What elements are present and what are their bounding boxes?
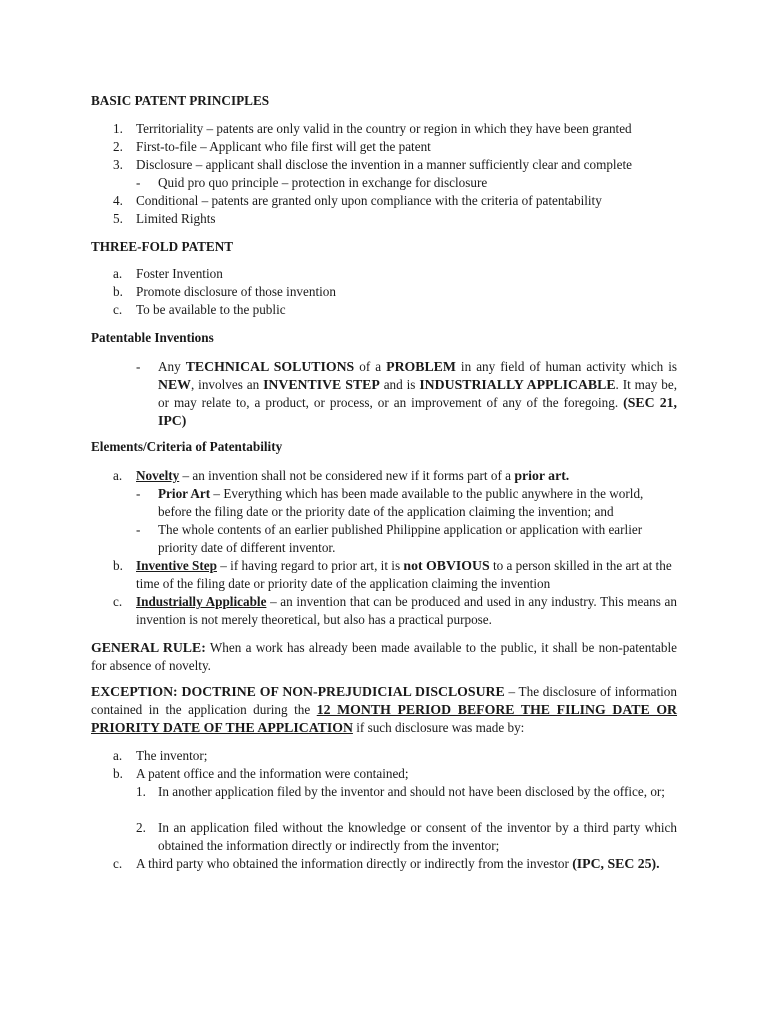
list-marker: b. (113, 558, 123, 573)
list-item-text: A third party who obtained the information directly or indirectly from the investor (IPC, SEC 25). (136, 856, 660, 871)
list-item-text: Disclosure – applicant shall disclose the invention in a manner sufficiently clear and complete (136, 157, 632, 172)
definition-text: Any TECHNICAL SOLUTIONS of a PROBLEM in any field of human activity which is NEW, involves an INVENTIVE STEP and is INDUSTRIALLY APPLICABLE. It may be, or may relate to, a product, or process, or an improvement of any of the foregoing. (SEC 21, IPC) (158, 359, 678, 428)
list-marker: 1. (136, 784, 146, 799)
criteria-text: Prior Art – Everything which has been made available to the public anywhere in the world, before the filing date or the priority date of the application claiming the invention; and (158, 486, 644, 519)
list-item-text: Quid pro quo principle – protection in exchange for disclosure (158, 175, 488, 190)
criteria-text: The whole contents of an earlier published Philippine application or application with earlier priority date of different inventor. (158, 522, 643, 555)
list-marker: - (136, 175, 141, 190)
list-item-text: The inventor; (136, 748, 208, 763)
list-marker: 2. (136, 820, 146, 835)
list-item-text: Conditional – patents are granted only upon compliance with the criteria of patentability (136, 193, 602, 208)
list-marker: - (136, 486, 141, 501)
list-marker: a. (113, 266, 123, 281)
list-item-text: First-to-file – Applicant who file first will get the patent (136, 139, 431, 154)
criteria-text: Industrially Applicable – an invention that can be produced and used in any industry. This means an invention is not merely theoretical, but also has a practical purpose. (136, 594, 677, 627)
list-item-text: In an application filed without the knowledge or consent of the inventor by a third party which obtained the information directly or indirectly from the inventor; (158, 820, 677, 853)
list-marker: 5. (113, 211, 123, 226)
list-item-text: Foster Invention (136, 266, 223, 281)
section-title-basic-patent-principles: BASIC PATENT PRINCIPLES (91, 93, 270, 108)
criteria-text: Novelty – an invention shall not be considered new if it forms part of a prior art. (136, 468, 570, 483)
list-marker: b. (113, 284, 123, 299)
list-marker: 3. (113, 157, 123, 172)
list-item-text: Territoriality – patents are only valid in the country or region in which they have been granted (136, 121, 632, 136)
criteria-text: Inventive Step – if having regard to prior art, it is not OBVIOUS to a person skilled in the art at the time of the filing date or priority date of the application claiming the invention (136, 558, 672, 591)
list-marker: c. (113, 856, 123, 871)
list-marker: 1. (113, 121, 123, 136)
list-marker: a. (113, 468, 123, 483)
list-marker: 2. (113, 139, 123, 154)
general-rule-paragraph: GENERAL RULE: When a work has already been made available to the public, it shall be non-patentable for absence of novelty. (91, 640, 677, 673)
list-item-text: Limited Rights (136, 211, 216, 226)
list-marker: b. (113, 766, 123, 781)
list-marker: c. (113, 302, 123, 317)
list-marker: a. (113, 748, 123, 763)
section-title-three-fold-patent: THREE-FOLD PATENT (91, 239, 234, 254)
list-marker: 4. (113, 193, 123, 208)
exception-paragraph: EXCEPTION: DOCTRINE OF NON-PREJUDICIAL DISCLOSURE – The disclosure of information contained in the application during the 12 MONTH PERIOD BEFORE THE FILING DATE OR PRIORITY DATE OF THE APPLICATION if such disclosure was made by: (91, 684, 678, 735)
list-item-text: In another application filed by the inventor and should not have been disclosed by the office, or; (158, 784, 665, 799)
list-marker: - (136, 522, 141, 537)
list-item-text: To be available to the public (136, 302, 286, 317)
list-marker: c. (113, 594, 123, 609)
section-title-criteria: Elements/Criteria of Patentability (91, 439, 283, 454)
list-marker: - (136, 359, 141, 374)
section-title-patentable-inventions: Patentable Inventions (91, 330, 214, 345)
list-item-text: Promote disclosure of those invention (136, 284, 336, 299)
list-item-text: A patent office and the information were contained; (136, 766, 409, 781)
